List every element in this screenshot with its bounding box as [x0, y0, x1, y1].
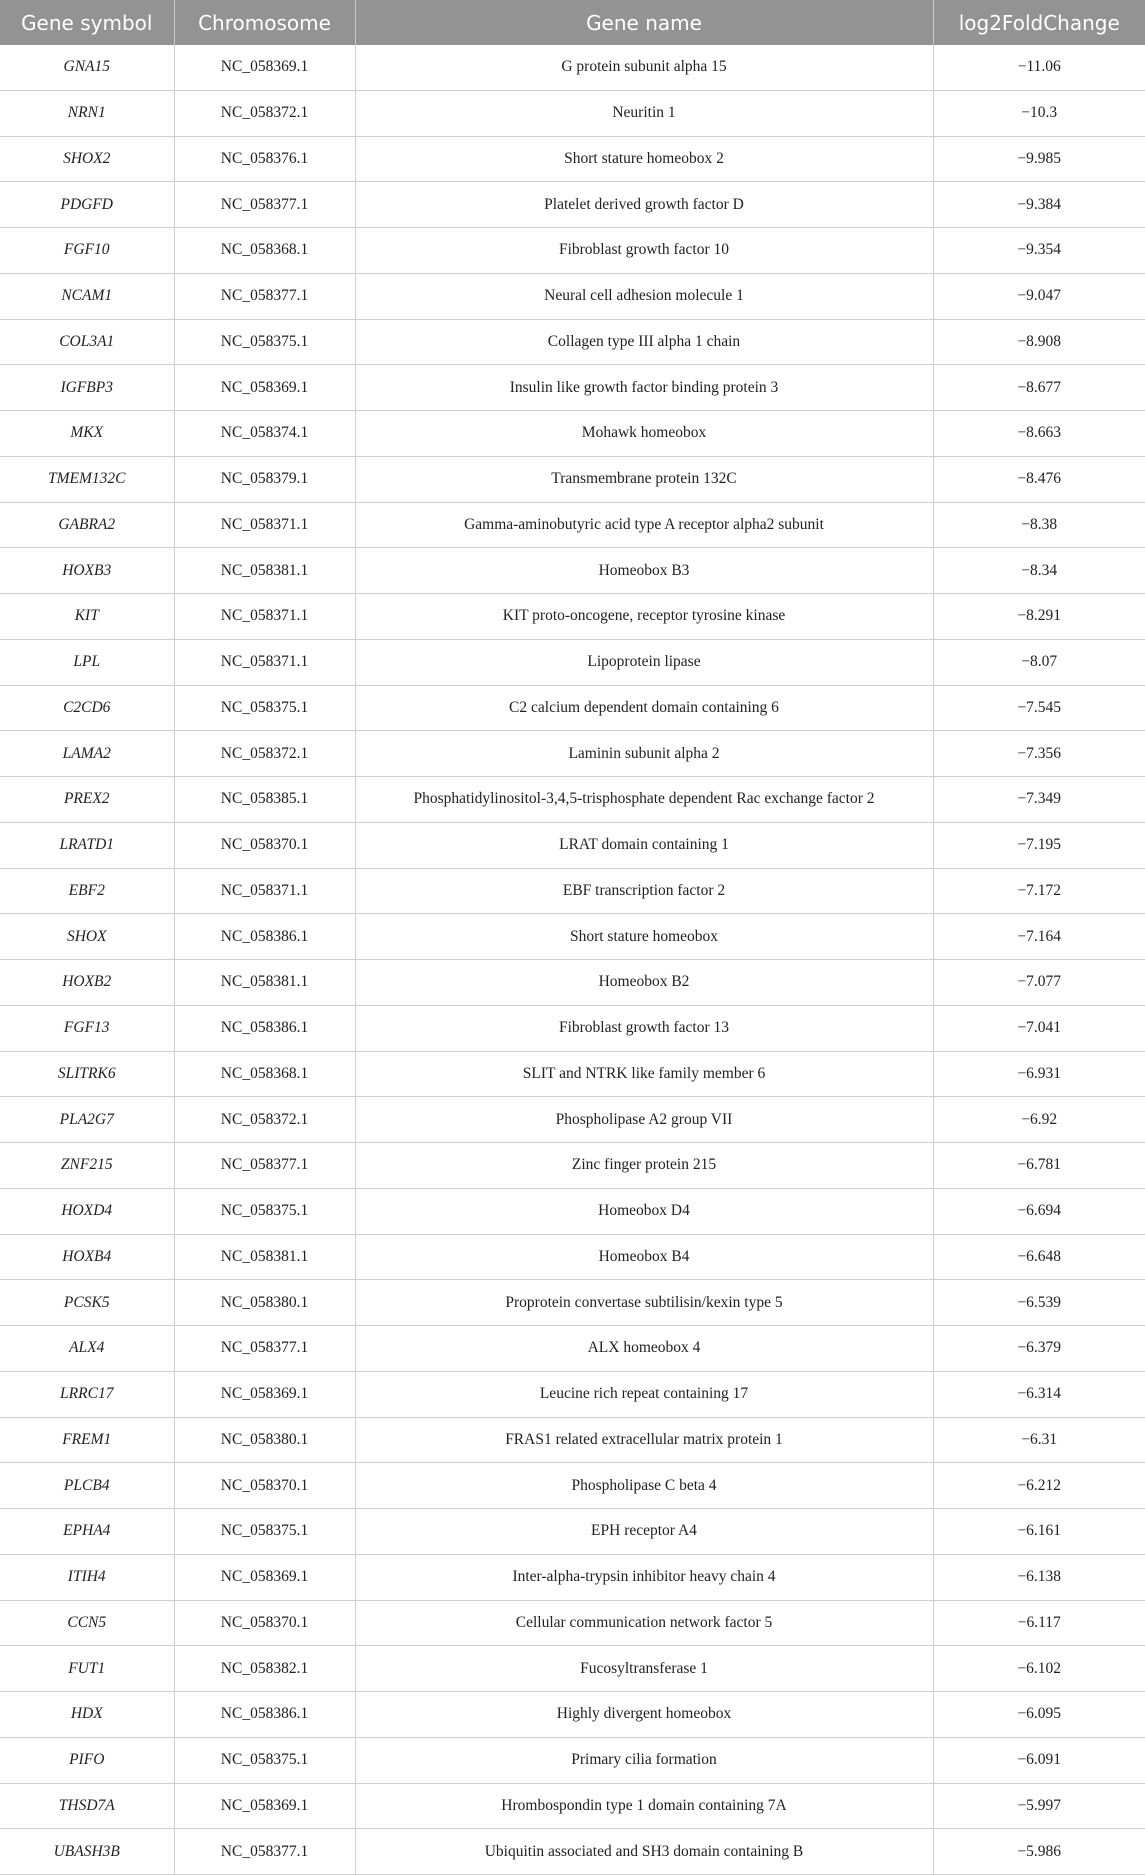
chromosome-cell: NC_058375.1 — [174, 319, 355, 365]
table-row — [0, 1051, 1145, 1097]
table-row — [0, 1188, 1145, 1234]
chromosome-cell: NC_058377.1 — [174, 1143, 355, 1189]
log2foldchange-cell: −6.539 — [933, 1280, 1145, 1326]
table-row — [0, 365, 1145, 411]
log2foldchange-cell: −6.095 — [933, 1692, 1145, 1738]
gene-symbol-cell: TMEM132C — [0, 456, 174, 502]
table-row — [0, 45, 1145, 90]
gene-name-cell: EBF transcription factor 2 — [355, 868, 933, 914]
gene-name-cell: FRAS1 related extracellular matrix protein 1 — [355, 1417, 933, 1463]
gene-name-cell: Neural cell adhesion molecule 1 — [355, 273, 933, 319]
gene-symbol-cell: SHOX — [0, 914, 174, 960]
table-row — [0, 502, 1145, 548]
log2foldchange-cell: −8.07 — [933, 639, 1145, 685]
gene-name-cell: Phospholipase C beta 4 — [355, 1463, 933, 1509]
gene-symbol-cell: HOXB4 — [0, 1234, 174, 1280]
gene-symbol-cell: CCN5 — [0, 1600, 174, 1646]
chromosome-cell: NC_058375.1 — [174, 1509, 355, 1555]
chromosome-cell: NC_058375.1 — [174, 685, 355, 731]
gene-name-cell: Fucosyltransferase 1 — [355, 1646, 933, 1692]
gene-name-cell: ALX homeobox 4 — [355, 1326, 933, 1372]
table-row — [0, 1692, 1145, 1738]
chromosome-cell: NC_058386.1 — [174, 1692, 355, 1738]
gene-symbol-cell: PREX2 — [0, 777, 174, 823]
chromosome-cell: NC_058381.1 — [174, 960, 355, 1006]
chromosome-cell: NC_058372.1 — [174, 90, 355, 136]
log2foldchange-cell: −6.138 — [933, 1554, 1145, 1600]
gene-symbol-cell: COL3A1 — [0, 319, 174, 365]
table-row — [0, 411, 1145, 457]
table-row — [0, 1646, 1145, 1692]
table-row — [0, 1005, 1145, 1051]
chromosome-cell: NC_058370.1 — [174, 1600, 355, 1646]
chromosome-cell: NC_058381.1 — [174, 1234, 355, 1280]
gene-name-cell: Neuritin 1 — [355, 90, 933, 136]
gene-symbol-cell: SLITRK6 — [0, 1051, 174, 1097]
log2foldchange-cell: −6.31 — [933, 1417, 1145, 1463]
table-row — [0, 548, 1145, 594]
log2foldchange-cell: −5.997 — [933, 1783, 1145, 1829]
log2foldchange-cell: −9.047 — [933, 273, 1145, 319]
gene-symbol-cell: UBASH3B — [0, 1829, 174, 1875]
gene-name-cell: Primary cilia formation — [355, 1737, 933, 1783]
log2foldchange-cell: −8.291 — [933, 594, 1145, 640]
gene-symbol-cell: LAMA2 — [0, 731, 174, 777]
header-row — [0, 0, 1145, 45]
chromosome-cell: NC_058370.1 — [174, 822, 355, 868]
gene-name-cell: Cellular communication network factor 5 — [355, 1600, 933, 1646]
table-row — [0, 319, 1145, 365]
table-row — [0, 90, 1145, 136]
header-log2foldchange: log2FoldChange — [933, 0, 1145, 45]
chromosome-cell: NC_058380.1 — [174, 1280, 355, 1326]
gene-name-cell: Homeobox B2 — [355, 960, 933, 1006]
chromosome-cell: NC_058372.1 — [174, 731, 355, 777]
gene-name-cell: KIT proto-oncogene, receptor tyrosine kinase — [355, 594, 933, 640]
gene-name-cell: Phospholipase A2 group VII — [355, 1097, 933, 1143]
table-row — [0, 1783, 1145, 1829]
table-row — [0, 914, 1145, 960]
log2foldchange-cell: −7.041 — [933, 1005, 1145, 1051]
gene-symbol-cell: PIFO — [0, 1737, 174, 1783]
gene-symbol-cell: FGF10 — [0, 228, 174, 274]
gene-symbol-cell: FREM1 — [0, 1417, 174, 1463]
gene-symbol-cell: C2CD6 — [0, 685, 174, 731]
log2foldchange-cell: −6.648 — [933, 1234, 1145, 1280]
chromosome-cell: NC_058379.1 — [174, 456, 355, 502]
gene-name-cell: EPH receptor A4 — [355, 1509, 933, 1555]
table-row — [0, 685, 1145, 731]
log2foldchange-cell: −7.195 — [933, 822, 1145, 868]
gene-symbol-cell: PDGFD — [0, 182, 174, 228]
gene-name-cell: Platelet derived growth factor D — [355, 182, 933, 228]
table-row — [0, 1737, 1145, 1783]
gene-symbol-cell: FGF13 — [0, 1005, 174, 1051]
gene-symbol-cell: LRRC17 — [0, 1371, 174, 1417]
gene-symbol-cell: ALX4 — [0, 1326, 174, 1372]
gene-symbol-cell: THSD7A — [0, 1783, 174, 1829]
chromosome-cell: NC_058376.1 — [174, 136, 355, 182]
log2foldchange-cell: −6.314 — [933, 1371, 1145, 1417]
chromosome-cell: NC_058381.1 — [174, 548, 355, 594]
gene-name-cell: Homeobox B4 — [355, 1234, 933, 1280]
table-row — [0, 1417, 1145, 1463]
gene-name-cell: Highly divergent homeobox — [355, 1692, 933, 1738]
gene-name-cell: Homeobox D4 — [355, 1188, 933, 1234]
table-row — [0, 1371, 1145, 1417]
table-row — [0, 1463, 1145, 1509]
chromosome-cell: NC_058375.1 — [174, 1737, 355, 1783]
log2foldchange-cell: −6.931 — [933, 1051, 1145, 1097]
log2foldchange-cell: −8.476 — [933, 456, 1145, 502]
table-row — [0, 136, 1145, 182]
chromosome-cell: NC_058386.1 — [174, 914, 355, 960]
table-row — [0, 1097, 1145, 1143]
log2foldchange-cell: −6.379 — [933, 1326, 1145, 1372]
log2foldchange-cell: −7.356 — [933, 731, 1145, 777]
header-chromosome: Chromosome — [174, 0, 355, 45]
chromosome-cell: NC_058372.1 — [174, 1097, 355, 1143]
log2foldchange-cell: −6.117 — [933, 1600, 1145, 1646]
chromosome-cell: NC_058371.1 — [174, 594, 355, 640]
chromosome-cell: NC_058386.1 — [174, 1005, 355, 1051]
table-row — [0, 639, 1145, 685]
gene-symbol-cell: EPHA4 — [0, 1509, 174, 1555]
table-row — [0, 273, 1145, 319]
log2foldchange-cell: −8.34 — [933, 548, 1145, 594]
chromosome-cell: NC_058370.1 — [174, 1463, 355, 1509]
gene-name-cell: G protein subunit alpha 15 — [355, 45, 933, 90]
gene-name-cell: Short stature homeobox — [355, 914, 933, 960]
chromosome-cell: NC_058385.1 — [174, 777, 355, 823]
log2foldchange-cell: −9.985 — [933, 136, 1145, 182]
log2foldchange-cell: −7.545 — [933, 685, 1145, 731]
header-gene-symbol: Gene symbol — [0, 0, 174, 45]
chromosome-cell: NC_058382.1 — [174, 1646, 355, 1692]
gene-symbol-cell: NRN1 — [0, 90, 174, 136]
gene-name-cell: Lipoprotein lipase — [355, 639, 933, 685]
log2foldchange-cell: −8.38 — [933, 502, 1145, 548]
table-row — [0, 777, 1145, 823]
table-row — [0, 456, 1145, 502]
table-row — [0, 1509, 1145, 1555]
header-gene-name: Gene name — [355, 0, 933, 45]
gene-symbol-cell: HOXB3 — [0, 548, 174, 594]
gene-name-cell: Short stature homeobox 2 — [355, 136, 933, 182]
log2foldchange-cell: −8.663 — [933, 411, 1145, 457]
log2foldchange-cell: −6.694 — [933, 1188, 1145, 1234]
gene-symbol-cell: GNA15 — [0, 45, 174, 90]
log2foldchange-cell: −8.677 — [933, 365, 1145, 411]
gene-name-cell: Laminin subunit alpha 2 — [355, 731, 933, 777]
gene-symbol-cell: KIT — [0, 594, 174, 640]
chromosome-cell: NC_058377.1 — [174, 182, 355, 228]
table-row — [0, 822, 1145, 868]
table-row — [0, 1143, 1145, 1189]
gene-name-cell: Ubiquitin associated and SH3 domain containing B — [355, 1829, 933, 1875]
gene-symbol-cell: LRATD1 — [0, 822, 174, 868]
gene-symbol-cell: HOXB2 — [0, 960, 174, 1006]
table-row — [0, 228, 1145, 274]
chromosome-cell: NC_058371.1 — [174, 868, 355, 914]
log2foldchange-cell: −11.06 — [933, 45, 1145, 90]
gene-symbol-cell: HOXD4 — [0, 1188, 174, 1234]
gene-symbol-cell: PCSK5 — [0, 1280, 174, 1326]
gene-name-cell: LRAT domain containing 1 — [355, 822, 933, 868]
gene-symbol-cell: HDX — [0, 1692, 174, 1738]
log2foldchange-cell: −7.172 — [933, 868, 1145, 914]
chromosome-cell: NC_058368.1 — [174, 1051, 355, 1097]
table-row — [0, 1600, 1145, 1646]
log2foldchange-cell: −6.212 — [933, 1463, 1145, 1509]
gene-symbol-cell: IGFBP3 — [0, 365, 174, 411]
gene-symbol-cell: PLA2G7 — [0, 1097, 174, 1143]
gene-symbol-cell: SHOX2 — [0, 136, 174, 182]
log2foldchange-cell: −6.161 — [933, 1509, 1145, 1555]
table-row — [0, 594, 1145, 640]
chromosome-cell: NC_058371.1 — [174, 639, 355, 685]
log2foldchange-cell: −7.349 — [933, 777, 1145, 823]
chromosome-cell: NC_058375.1 — [174, 1188, 355, 1234]
chromosome-cell: NC_058380.1 — [174, 1417, 355, 1463]
chromosome-cell: NC_058369.1 — [174, 1554, 355, 1600]
table-row — [0, 731, 1145, 777]
gene-symbol-cell: ITIH4 — [0, 1554, 174, 1600]
chromosome-cell: NC_058371.1 — [174, 502, 355, 548]
table-row — [0, 868, 1145, 914]
gene-name-cell: Collagen type III alpha 1 chain — [355, 319, 933, 365]
gene-name-cell: Gamma-aminobutyric acid type A receptor alpha2 subunit — [355, 502, 933, 548]
chromosome-cell: NC_058369.1 — [174, 365, 355, 411]
log2foldchange-cell: −9.384 — [933, 182, 1145, 228]
log2foldchange-cell: −6.102 — [933, 1646, 1145, 1692]
gene-name-cell: Leucine rich repeat containing 17 — [355, 1371, 933, 1417]
chromosome-cell: NC_058369.1 — [174, 1371, 355, 1417]
gene-symbol-cell: EBF2 — [0, 868, 174, 914]
gene-name-cell: Mohawk homeobox — [355, 411, 933, 457]
log2foldchange-cell: −7.164 — [933, 914, 1145, 960]
table-row — [0, 1829, 1145, 1875]
gene-symbol-cell: FUT1 — [0, 1646, 174, 1692]
chromosome-cell: NC_058368.1 — [174, 228, 355, 274]
log2foldchange-cell: −6.091 — [933, 1737, 1145, 1783]
chromosome-cell: NC_058369.1 — [174, 1783, 355, 1829]
gene-name-cell: Homeobox B3 — [355, 548, 933, 594]
gene-name-cell: Fibroblast growth factor 13 — [355, 1005, 933, 1051]
chromosome-cell: NC_058377.1 — [174, 1326, 355, 1372]
gene-name-cell: C2 calcium dependent domain containing 6 — [355, 685, 933, 731]
table-row — [0, 1280, 1145, 1326]
table-row — [0, 182, 1145, 228]
table-row — [0, 1554, 1145, 1600]
log2foldchange-cell: −8.908 — [933, 319, 1145, 365]
gene-symbol-cell: MKX — [0, 411, 174, 457]
gene-symbol-cell: ZNF215 — [0, 1143, 174, 1189]
chromosome-cell: NC_058369.1 — [174, 45, 355, 90]
gene-name-cell: Inter-alpha-trypsin inhibitor heavy chain 4 — [355, 1554, 933, 1600]
gene-name-cell: Zinc finger protein 215 — [355, 1143, 933, 1189]
gene-symbol-cell: NCAM1 — [0, 273, 174, 319]
log2foldchange-cell: −6.92 — [933, 1097, 1145, 1143]
chromosome-cell: NC_058377.1 — [174, 1829, 355, 1875]
gene-name-cell: Insulin like growth factor binding protein 3 — [355, 365, 933, 411]
gene-name-cell: Transmembrane protein 132C — [355, 456, 933, 502]
gene-name-cell: Phosphatidylinositol-3,4,5-trisphosphate dependent Rac exchange factor 2 — [355, 777, 933, 823]
table-row — [0, 960, 1145, 1006]
log2foldchange-cell: −9.354 — [933, 228, 1145, 274]
log2foldchange-cell: −10.3 — [933, 90, 1145, 136]
gene-symbol-cell: LPL — [0, 639, 174, 685]
log2foldchange-cell: −6.781 — [933, 1143, 1145, 1189]
table-row — [0, 1234, 1145, 1280]
gene-name-cell: SLIT and NTRK like family member 6 — [355, 1051, 933, 1097]
gene-symbol-cell: GABRA2 — [0, 502, 174, 548]
gene-name-cell: Fibroblast growth factor 10 — [355, 228, 933, 274]
table-row — [0, 1326, 1145, 1372]
gene-symbol-cell: PLCB4 — [0, 1463, 174, 1509]
log2foldchange-cell: −5.986 — [933, 1829, 1145, 1875]
log2foldchange-cell: −7.077 — [933, 960, 1145, 1006]
gene-name-cell: Proprotein convertase subtilisin/kexin type 5 — [355, 1280, 933, 1326]
chromosome-cell: NC_058377.1 — [174, 273, 355, 319]
gene-name-cell: Hrombospondin type 1 domain containing 7A — [355, 1783, 933, 1829]
chromosome-cell: NC_058374.1 — [174, 411, 355, 457]
